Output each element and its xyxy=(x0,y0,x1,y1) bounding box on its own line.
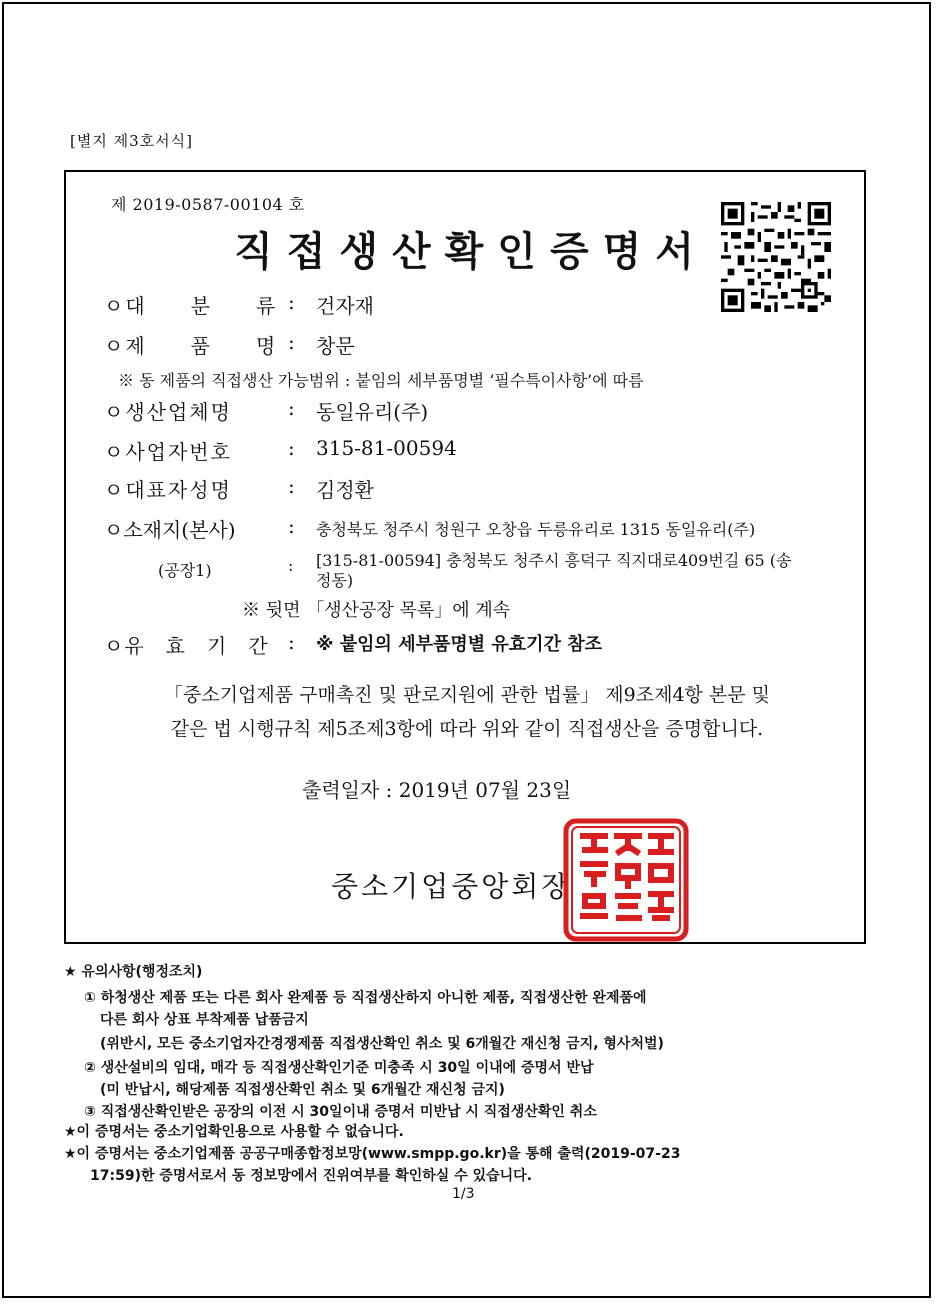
category-colon: : xyxy=(288,290,295,314)
company-name-label: ㅇ생산업체명 xyxy=(104,400,232,424)
note-item2-line1: ② 생산설비의 임대, 매각 등 직접생산확인기준 미충족 시 30일 이내에 증명서 반납 xyxy=(84,1060,594,1076)
validity-value: ※ 붙임의 세부품명별 유효기간 참조 xyxy=(316,634,602,655)
hq-address-value: 충청북도 청주시 청원구 오창읍 두릉유리로 1315 동일유리(주) xyxy=(316,520,756,539)
business-number-label: ㅇ사업자번호 xyxy=(104,440,232,464)
business-number-value: 315-81-00594 xyxy=(316,436,457,460)
representative-label: ㅇ대표자성명 xyxy=(104,478,232,502)
company-name-value: 동일유리(주) xyxy=(316,400,429,424)
certificate-number: 제 2019-0587-00104 호 xyxy=(111,195,305,214)
factory-colon: : xyxy=(288,556,294,575)
hq-address-colon: : xyxy=(288,514,295,538)
note-star2: ★이 증명서는 중소기업확인용으로 사용할 수 없습니다. xyxy=(64,1124,404,1140)
note-item1-line3: (위반시, 모든 중소기업자간경쟁제품 직접생산확인 취소 및 6개월간 재신청 금지, 형사처벌) xyxy=(100,1036,664,1052)
factory-label: (공장1) xyxy=(158,561,212,580)
validity-colon: : xyxy=(288,630,295,654)
business-number-colon: : xyxy=(288,436,295,460)
hq-address-label: ㅇ소재지(본사) xyxy=(104,518,236,542)
note-item1-line1: ① 하청생산 제품 또는 다른 회사 완제품 등 직접생산하지 아니한 제품, 직접생산한 완제품에 xyxy=(84,990,647,1006)
page-number: 1/3 xyxy=(452,1186,475,1202)
print-date: 출력일자 : 2019년 07월 23일 xyxy=(302,778,572,802)
note-item1-line2: 다른 회사 상표 부착제품 납품금지 xyxy=(100,1012,309,1028)
category-label: ㅇ대 분 류 xyxy=(104,294,278,318)
factory-address-line2: 정동) xyxy=(316,571,354,590)
category-value: 건자재 xyxy=(316,294,374,318)
continued-note: ※ 뒷면 「생산공장 목록」에 계속 xyxy=(242,600,511,621)
form-reference: [별지 제3호서식] xyxy=(70,132,193,150)
issuer-name: 중소기업중앙회장 xyxy=(331,870,572,903)
production-range-note: ※ 동 제품의 직접생산 가능범위 : 붙임의 세부품명별 ‘필수특이사항’에 따름 xyxy=(118,371,644,390)
product-name-colon: : xyxy=(288,330,295,354)
product-name-label: ㅇ제 품 명 xyxy=(104,334,278,358)
note-star3-line2: 17:59)한 증명서로서 동 정보망에서 진위여부를 확인하실 수 있습니다. xyxy=(90,1168,533,1184)
notes-heading: ★ 유의사항(행정조치) xyxy=(64,964,203,980)
certificate-title: 직접생산확인증명서 xyxy=(234,229,708,275)
representative-value: 김정환 xyxy=(316,478,374,502)
validity-label: ㅇ유 효 기 간 xyxy=(104,634,269,658)
qr-code-icon xyxy=(721,202,831,312)
representative-colon: : xyxy=(288,474,295,498)
note-item2-line2: (미 반납시, 해당제품 직접생산확인 취소 및 6개월간 재신청 금지) xyxy=(100,1082,505,1098)
certificate-box xyxy=(64,170,866,944)
product-name-value: 창문 xyxy=(316,334,355,358)
note-star3-line1: ★이 증명서는 중소기업제품 공공구매종합정보망(www.smpp.go.kr)을 통해 출력(2019-07-23 xyxy=(64,1146,681,1162)
company-name-colon: : xyxy=(288,396,295,420)
official-seal-icon xyxy=(563,818,689,942)
certification-text-line1: 「중소기업제품 구매촉진 및 판로지원에 관한 법률」 제9조제4항 본문 및 xyxy=(163,684,771,706)
certification-text-line2: 같은 법 시행규칙 제5조제3항에 따라 위와 같이 직접생산을 증명합니다. xyxy=(170,718,764,740)
factory-address-line1: [315-81-00594] 충청북도 청주시 흥덕구 직지대로409번길 65 (송 xyxy=(316,551,792,570)
note-item3: ③ 직접생산확인받은 공장의 이전 시 30일이내 증명서 미반납 시 직접생산확인 취소 xyxy=(84,1104,597,1120)
